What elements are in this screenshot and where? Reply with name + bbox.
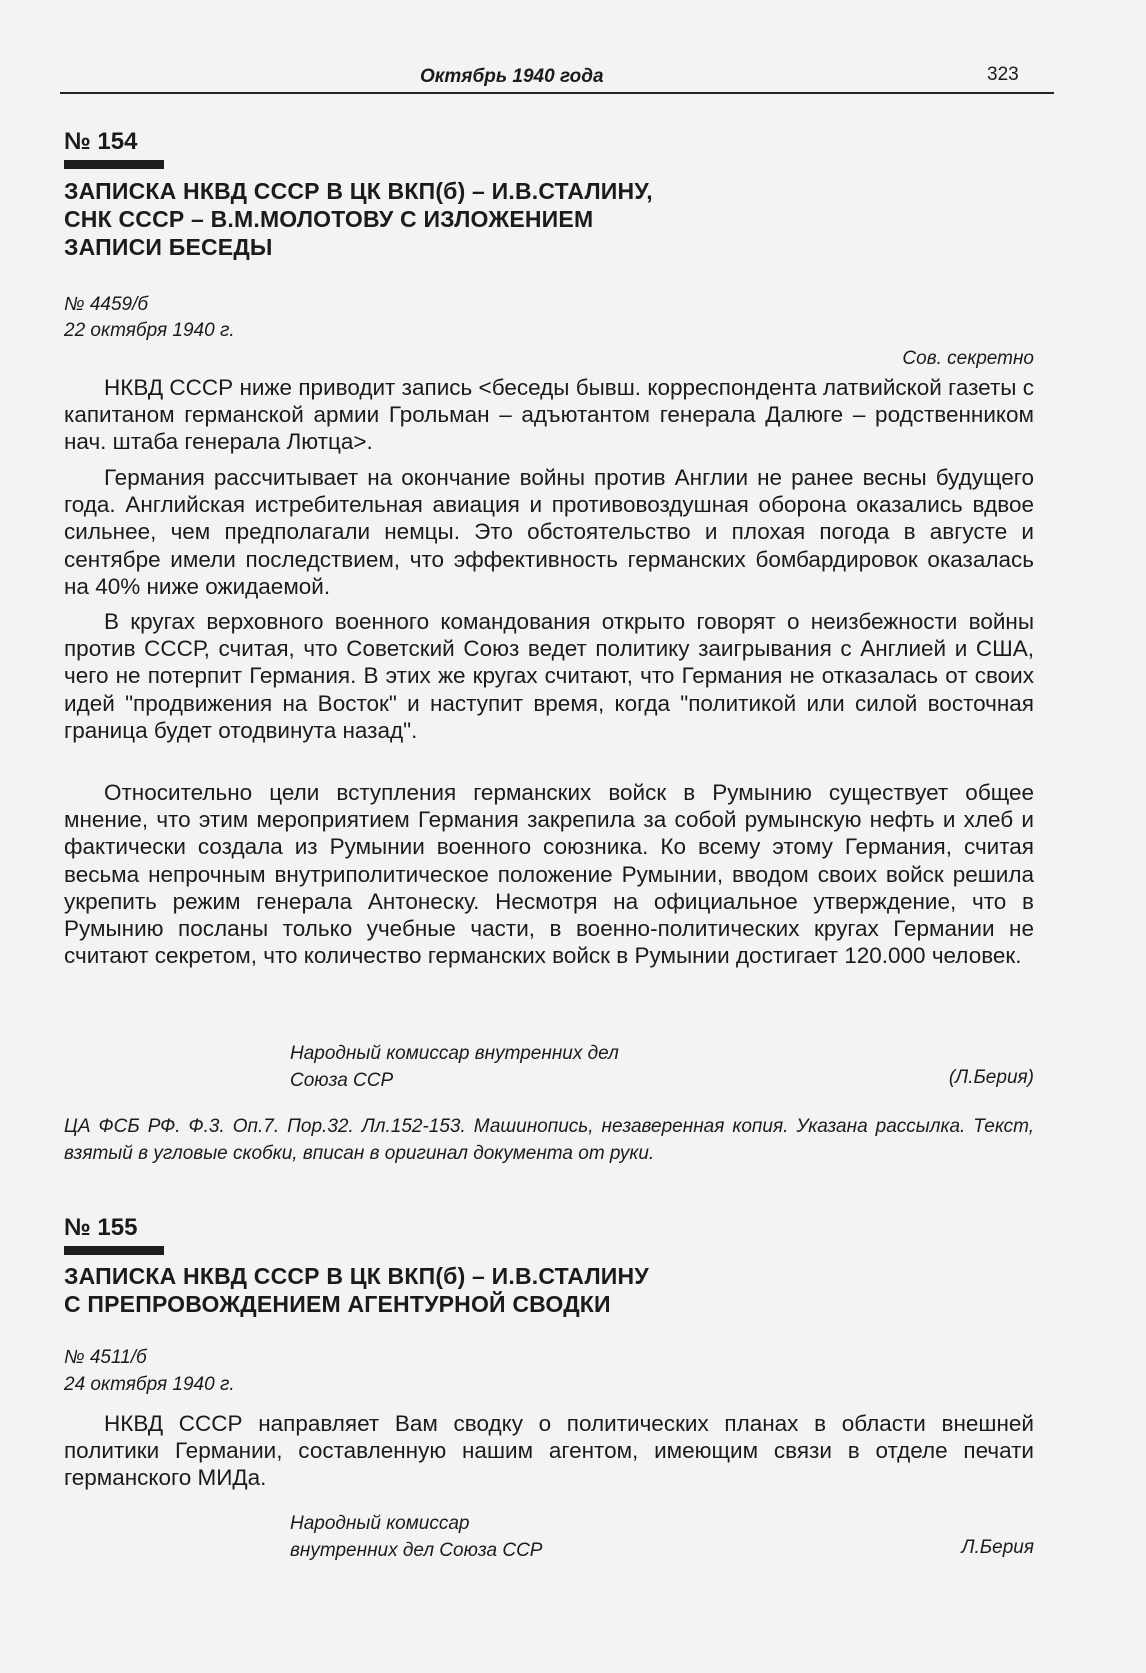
doc-154-paragraph: Относительно цели вступления германских войск в Румынию существует общее мнение, что этим мероприятием Германия закрепила за собой румынскую нефть и хлеб и фактически создала из Румынии военного союзника. Ко всему этому Германия, считая весьма непрочным внутриполитическое положение Румынии, вводом своих войск решила укрепить режим генерала Антонеску. Несмотря на официальное утверждение, что в Румынию посланы только учебные части, в военно-политических кругах Германии не считают секретом, что количество германских войск в Румынии достигает 120.000 человек. bbox=[64, 780, 1034, 969]
signature-line: Народный комиссар bbox=[290, 1513, 470, 1534]
doc-155-title bbox=[64, 1262, 1044, 1318]
doc-154-date: 22 октября 1940 г. bbox=[64, 320, 235, 341]
doc-155-title-line: ЗАПИСКА НКВД СССР В ЦК ВКП(б) – И.В.СТАЛИНУ bbox=[64, 1263, 649, 1289]
header-rule bbox=[60, 92, 1054, 94]
doc-155-number: № 155 bbox=[64, 1214, 138, 1241]
signature-line: Народный комиссар внутренних дел bbox=[290, 1043, 619, 1064]
doc-155-paragraph: НКВД СССР направляет Вам сводку о политических планах в области внешней политики Германии, составленную нашим агентом, имеющим связи в отделе печати германского МИДа. bbox=[64, 1411, 1034, 1491]
doc-154-title-line: СНК СССР – В.М.МОЛОТОВУ С ИЗЛОЖЕНИЕМ bbox=[64, 206, 594, 232]
doc-154-paragraph: В кругах верховного военного командования открыто говорят о неизбежности войны против СССР, считая, что Советский Союз ведет политику заигрывания с Англией и США, чего не потерпит Германия. В этих же кругах считают, что Германия не отказалась от своих идей "продвижения на Восток" и наступит время, когда "политикой или силой восточная граница будет отодвинута назад". bbox=[64, 609, 1034, 743]
signature-line: Союза ССР bbox=[290, 1070, 394, 1091]
doc-155-date: 24 октября 1940 г. bbox=[64, 1374, 235, 1395]
doc-154-signature-name: (Л.Берия) bbox=[948, 1067, 1034, 1088]
doc-154-title-line: ЗАПИСИ БЕСЕДЫ bbox=[64, 234, 273, 260]
doc-154-title-line: ЗАПИСКА НКВД СССР В ЦК ВКП(б) – И.В.СТАЛИНУ, bbox=[64, 178, 653, 204]
doc-155-title-line: С ПРЕПРОВОЖДЕНИЕМ АГЕНТУРНОЙ СВОДКИ bbox=[64, 1291, 611, 1317]
doc-154-number-bar bbox=[64, 160, 164, 169]
signature-line: внутренних дел Союза ССР bbox=[290, 1540, 543, 1561]
doc-154-paragraph: НКВД СССР ниже приводит запись <беседы бывш. корреспондента латвийской газеты с капитаном германской армии Грольман – адъютантом генерала Далюге – родственником нач. штаба генерала Лютца>. bbox=[64, 375, 1034, 455]
doc-154-paragraph: Германия рассчитывает на окончание войны против Англии не ранее весны будущего года. Английская истребительная авиация и противовоздушная оборона оказались вдвое сильнее, чем предполагали немцы. Это обстоятельство и плохая погода в августе и сентябре имели последствием, что эффективность германских бомбардировок оказалась на 40% ниже ожидаемой. bbox=[64, 465, 1034, 599]
doc-155-signature-position bbox=[290, 1510, 542, 1564]
doc-154-title bbox=[64, 177, 1044, 261]
doc-155-number-bar bbox=[64, 1246, 164, 1255]
doc-154-reg-number: № 4459/б bbox=[64, 294, 149, 315]
doc-155-reg-number: № 4511/б bbox=[64, 1347, 147, 1368]
page-number: 323 bbox=[987, 64, 1019, 85]
doc-154-classification: Сов. секретно bbox=[902, 348, 1034, 369]
doc-154-number: № 154 bbox=[64, 128, 138, 155]
doc-154-signature-position bbox=[290, 1040, 619, 1094]
doc-155-signature-name: Л.Берия bbox=[961, 1537, 1034, 1558]
running-title: Октябрь 1940 года bbox=[420, 66, 604, 87]
doc-154-source-note: ЦА ФСБ РФ. Ф.3. Оп.7. Пор.32. Лл.152-153. Машинопись, незаверенная копия. Указана рассылка. Текст, взятый в угловые скобки, вписан в оригинал документа от руки. bbox=[64, 1116, 1034, 1164]
